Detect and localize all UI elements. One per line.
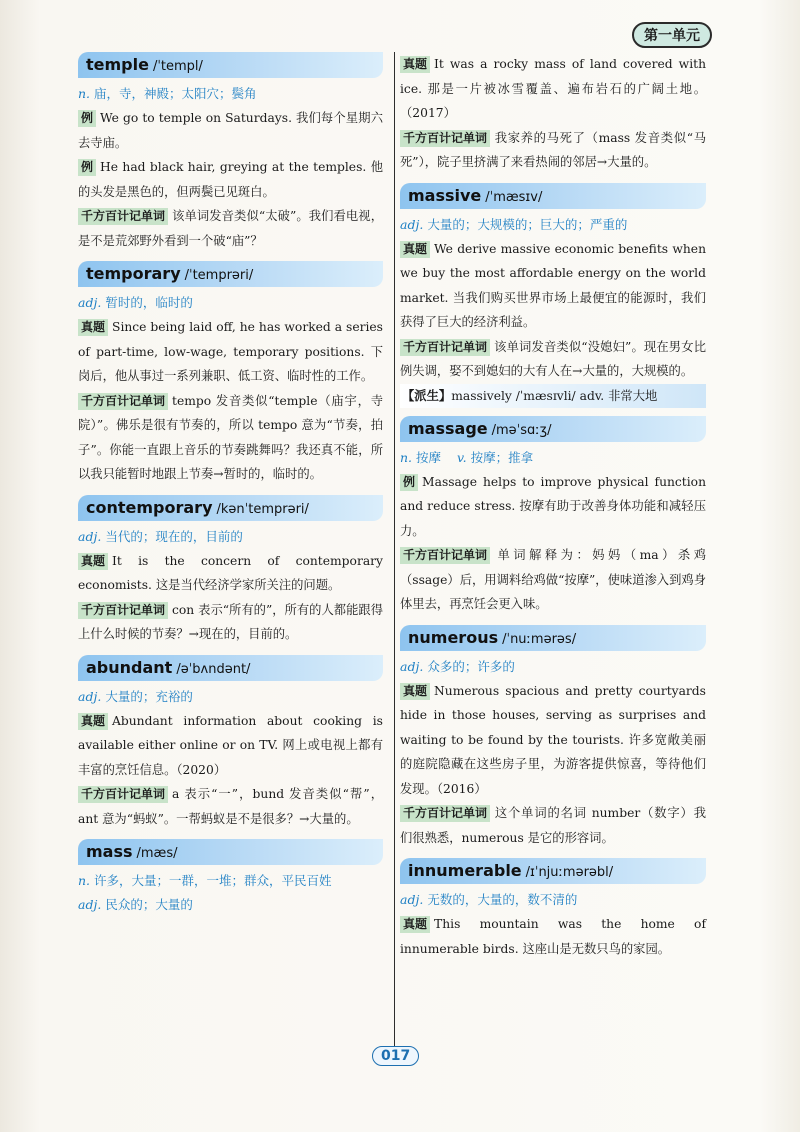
pronunciation: /kənˈtemprəri/ xyxy=(216,501,309,517)
headword-bar xyxy=(400,625,706,651)
definition: 庙，寺，神殿；太阳穴；鬓角 xyxy=(94,86,257,101)
pos-abbreviation: adj. xyxy=(78,528,102,544)
section-tag: 千方百计记单词 xyxy=(400,805,490,822)
memory-tip xyxy=(400,335,706,384)
pos-abbreviation: n. xyxy=(400,449,413,465)
paragraph-text: Numerous spacious and pretty courtyards hide in those houses, serving as surprises and waiting to be found by the tourists. 许多宽敞美丽的庭院隐藏在这些房子里，为游客提供惊喜，等待他们发现。（2016） xyxy=(400,683,706,796)
derivative-text: massively /ˈmæsɪvli/ adv. 非常大地 xyxy=(451,388,658,403)
paragraph-text: 该单词发音类似“太破”。我们看电视，是不是荒郊野外看到一个破“庙”？ xyxy=(78,209,383,248)
paragraph-text: 这个单词的名词 number（数字）我们很熟悉，numerous 是它的形容词。 xyxy=(400,806,706,845)
paragraph-text: This mountain was the home of innumerable birds. 这座山是无数只鸟的家园。 xyxy=(400,917,706,956)
pronunciation: /məˈsɑːʒ/ xyxy=(491,422,552,438)
paragraph-text: 单词解释为：妈妈（ma）杀鸡（ssage）后，用调料给鸡做“按摩”，使味道渗入到鸡身体里去，再烹饪会更入味。 xyxy=(400,548,706,611)
part-of-speech xyxy=(400,655,706,679)
definition: 民众的；大量的 xyxy=(105,897,193,912)
definition: 许多，大量；一群，一堆；群众，平民百姓 xyxy=(94,873,332,888)
definition: 大量的；大规模的；巨大的；严重的 xyxy=(427,216,628,232)
paragraph-text: Massage helps to improve physical function and reduce stress. 按摩有助于改善身体功能和减轻压力。 xyxy=(400,474,706,538)
section-tag: 真题 xyxy=(78,553,108,570)
definition: 按摩 xyxy=(416,449,442,465)
section-tag: 真题 xyxy=(78,319,108,336)
pos-abbreviation: v. xyxy=(457,449,467,465)
headword: abundant xyxy=(86,657,173,677)
section-tag: 例 xyxy=(78,159,96,176)
exam-sentence xyxy=(400,679,706,802)
paragraph-text: We go to temple on Saturdays. 我们每个星期六去寺庙。 xyxy=(78,111,383,150)
pos-abbreviation: n. xyxy=(78,873,91,888)
word-entry xyxy=(400,625,706,851)
pronunciation: /ˈnuːmərəs/ xyxy=(502,631,577,647)
memory-tip xyxy=(400,543,706,617)
exam-sentence xyxy=(400,52,706,126)
section-tag: 千方百计记单词 xyxy=(400,339,490,356)
word-entry xyxy=(400,52,706,175)
section-tag: 千方百计记单词 xyxy=(78,602,168,619)
example-sentence xyxy=(78,155,383,204)
section-tag: 千方百计记单词 xyxy=(78,208,168,225)
headword: massage xyxy=(408,418,488,438)
section-tag: 千方百计记单词 xyxy=(78,786,168,803)
word-entry xyxy=(78,495,383,647)
headword-bar xyxy=(78,261,383,287)
pos-abbreviation: adj. xyxy=(400,216,424,232)
memory-tip xyxy=(78,204,383,253)
part-of-speech xyxy=(78,869,383,893)
memory-tip xyxy=(78,782,383,831)
word-entry xyxy=(78,655,383,832)
pos-abbreviation: adj. xyxy=(78,295,102,310)
section-tag: 千方百计记单词 xyxy=(400,130,490,147)
definition: 按摩；推拿 xyxy=(470,449,534,465)
paragraph-text: a 表示“一”，bund 发音类似“帮”，ant 意为“蚂蚁”。一帮蚂蚁是不是很多？→大量的。 xyxy=(78,787,383,826)
headword-bar xyxy=(78,52,383,78)
section-tag: 真题 xyxy=(400,56,430,73)
pronunciation: /ɪˈnjuːmərəbl/ xyxy=(525,865,614,880)
definition: 暂时的，临时的 xyxy=(105,295,193,310)
example-sentence xyxy=(400,470,706,544)
memory-tip xyxy=(400,801,706,850)
paragraph-text: con 表示“所有的”，所有的人都能跟得上什么时候的节奏？→现在的，目前的。 xyxy=(78,602,383,641)
paragraph-text: tempo 发音类似“temple（庙宇，寺院）”。佛乐是很有节奏的，所以 tempo 意为“节奏，拍子”。你能一直跟上音乐的节奏跳舞吗？我还真不能，所以我只能暂时地跟上节奏→暂时的，临时的。 xyxy=(78,393,383,481)
right-column xyxy=(400,52,706,969)
headword-bar xyxy=(400,416,706,442)
pronunciation: /əˈbʌndənt/ xyxy=(176,661,251,677)
section-tag: 真题 xyxy=(400,916,430,933)
definition: 无数的，大量的，数不清的 xyxy=(427,892,578,907)
part-of-speech xyxy=(400,888,706,912)
left-column xyxy=(78,52,383,925)
headword: innumerable xyxy=(408,861,522,880)
part-of-speech xyxy=(78,525,383,549)
pronunciation: /ˈmæsɪv/ xyxy=(485,189,543,205)
word-entry xyxy=(400,183,706,408)
definition: 众多的；许多的 xyxy=(427,658,515,674)
headword: mass xyxy=(86,842,133,861)
word-entry xyxy=(78,261,383,487)
pronunciation: /ˈtemprəri/ xyxy=(184,268,254,283)
part-of-speech xyxy=(78,685,383,709)
headword-bar xyxy=(78,495,383,521)
word-entry xyxy=(78,839,383,917)
derivative-line xyxy=(400,384,706,408)
example-sentence xyxy=(78,106,383,155)
section-tag: 真题 xyxy=(78,713,108,730)
section-tag: 真题 xyxy=(400,683,430,700)
memory-tip xyxy=(400,126,706,175)
part-of-speech xyxy=(78,82,383,106)
headword-bar xyxy=(78,655,383,681)
headword-bar xyxy=(78,839,383,865)
column-divider xyxy=(394,52,395,1057)
pos-abbreviation: adj. xyxy=(78,688,102,704)
paragraph-text: 该单词发音类似“没媳妇”。现在男女比例失调，娶不到媳妇的大有人在→大量的，大规模的。 xyxy=(400,339,706,378)
part-of-speech xyxy=(400,446,706,470)
exam-sentence xyxy=(78,549,383,598)
paragraph-text: He had black hair, greying at the temples. 他的头发是黑色的，但两鬓已见斑白。 xyxy=(78,160,383,199)
memory-tip xyxy=(78,598,383,647)
paragraph-text: It is the concern of contemporary economists. 这是当代经济学家所关注的问题。 xyxy=(78,553,383,592)
section-tag: 千方百计记单词 xyxy=(78,393,168,410)
headword: temple xyxy=(86,55,149,74)
pronunciation: /ˈtempl/ xyxy=(152,59,203,74)
derivative-label: 【派生】 xyxy=(402,388,452,403)
pos-abbreviation: adj. xyxy=(78,897,102,912)
paragraph-text: It was a rocky mass of land covered with ice. 那是一片被冰雪覆盖、遍布岩石的广阔土地。（2017） xyxy=(400,57,706,120)
word-entry xyxy=(400,416,706,617)
section-tag: 例 xyxy=(78,110,96,127)
paragraph-text: Since being laid off, he has worked a series of part-time, low-wage, temporary positions. 下岗后，他从事过一系列兼职、低工资、临时性的工作。 xyxy=(78,320,383,383)
pronunciation: /mæs/ xyxy=(136,846,178,861)
headword-bar xyxy=(400,183,706,209)
exam-sentence xyxy=(400,912,706,961)
exam-sentence xyxy=(400,237,706,335)
exam-sentence xyxy=(78,709,383,783)
section-tag: 千方百计记单词 xyxy=(400,547,490,564)
memory-tip xyxy=(78,389,383,487)
paragraph-text: Abundant information about cooking is available either online or on TV. 网上或电视上都有丰富的烹饪信息。（2020） xyxy=(78,713,383,777)
headword-bar xyxy=(400,858,706,884)
page-number: 017 xyxy=(372,1046,419,1066)
definition: 大量的；充裕的 xyxy=(105,688,193,704)
pos-abbreviation: n. xyxy=(78,86,91,101)
headword: massive xyxy=(408,185,482,205)
unit-label: 第一单元 xyxy=(632,22,712,48)
headword: numerous xyxy=(408,627,499,647)
pos-abbreviation: adj. xyxy=(400,658,424,674)
section-tag: 例 xyxy=(400,474,418,491)
part-of-speech xyxy=(78,893,383,917)
exam-sentence xyxy=(78,315,383,389)
headword: contemporary xyxy=(86,497,213,517)
word-entry xyxy=(400,858,706,961)
section-tag: 真题 xyxy=(400,241,430,258)
part-of-speech xyxy=(78,291,383,315)
paragraph-text: We derive massive economic benefits when we buy the most affordable energy on the world market. 当我们购买世界市场上最便宜的能源时，我们获得了巨大的经济利益。 xyxy=(400,241,706,329)
pos-abbreviation: adj. xyxy=(400,892,424,907)
word-entry xyxy=(78,52,383,253)
definition: 当代的；现在的，目前的 xyxy=(105,528,243,544)
headword: temporary xyxy=(86,264,181,283)
part-of-speech xyxy=(400,213,706,237)
paragraph-text: 我家养的马死了（mass 发音类似“马死”），院子里挤满了来看热闹的邻居→大量的。 xyxy=(400,130,706,169)
